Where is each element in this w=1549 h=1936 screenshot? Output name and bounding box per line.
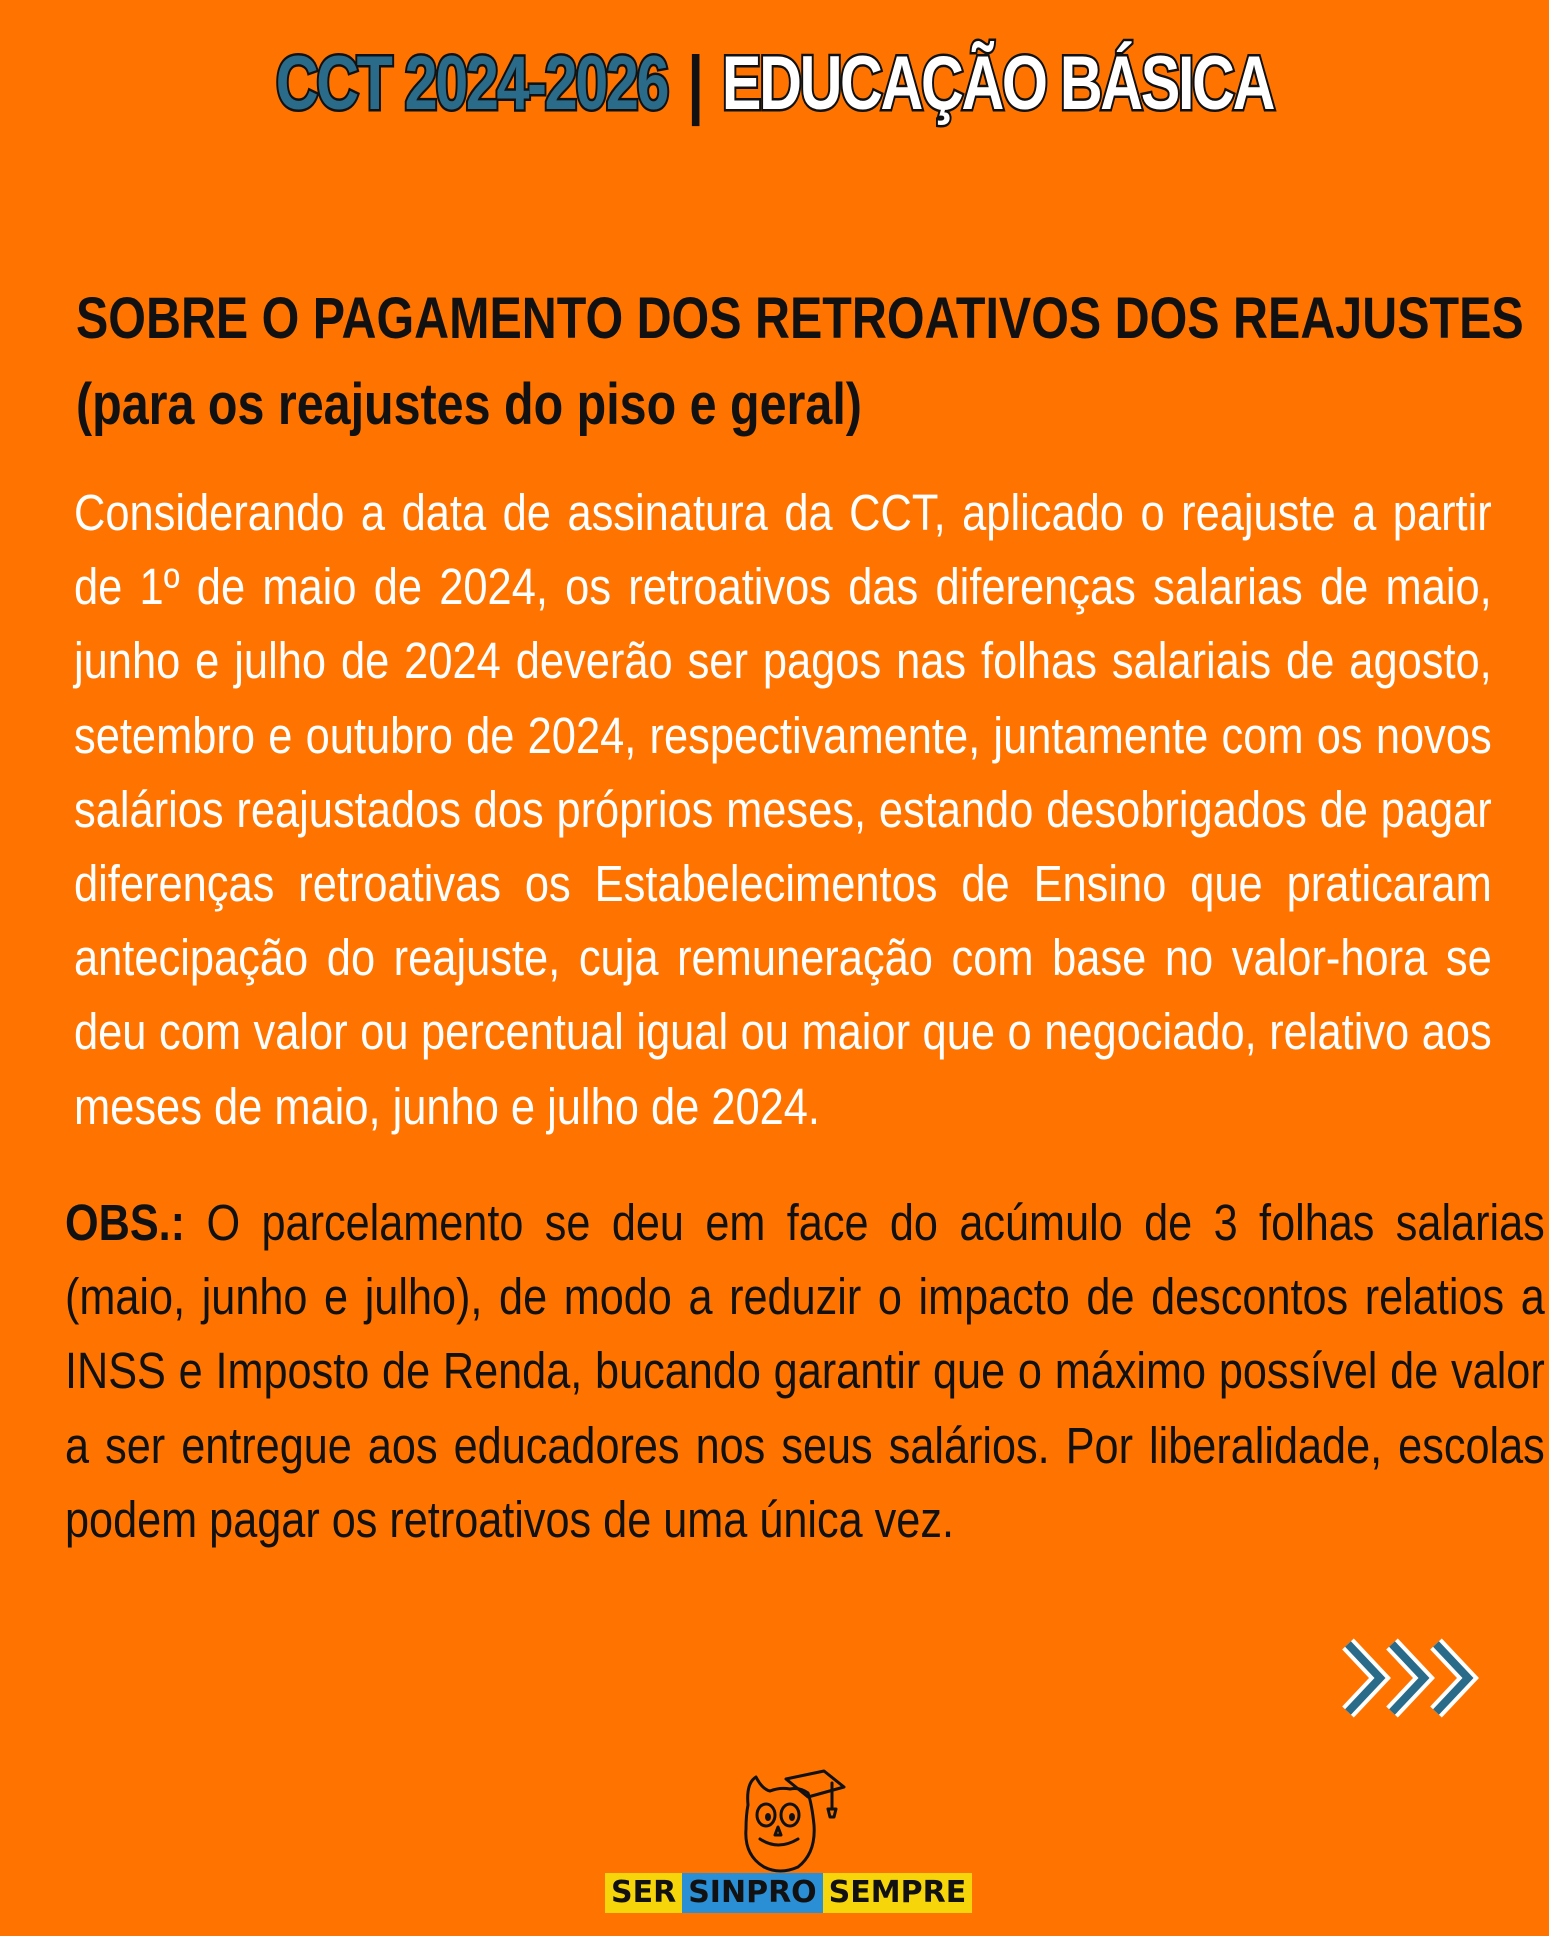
section-title: SOBRE O PAGAMENTO DOS RETROATIVOS DOS REAJUSTES (76, 286, 1524, 351)
logo-wordmark (605, 1873, 972, 1913)
header-title (170, 36, 1378, 132)
triple-chevron-right-icon[interactable] (1342, 1638, 1502, 1718)
section-heading (76, 276, 1524, 448)
obs-paragraph (65, 1186, 1545, 1557)
body-paragraph: Considerando a data de assinatura da CCT, aplicado o reajuste a partir de 1º de maio de 2024, os retroativos das diferenças salarias de maio, junho e julho de 2024 deverão ser pagos nas folhas salariais de agosto, setembro e outubro de 2024, respectivamente, juntamente com os novos salários reajustados dos próprios meses, estando desobrigados de pagar diferenças retroativas os Estabelecimentos de Ensino que praticaram antecipação do reajuste, cuja remuneração com base no valor-hora se deu com valor ou percentual igual ou maior que o negociado, relativo aos meses de maio, junho e julho de 2024. (74, 484, 1492, 1135)
section-subtitle: (para os reajustes do piso e geral) (76, 372, 862, 437)
header-cct-label: CCT 2024-2026 (275, 41, 668, 126)
owl-graduation-cap-icon (728, 1765, 848, 1875)
header-separator: | (687, 41, 702, 126)
sinpro-logo (601, 1765, 967, 1915)
logo-sinpro: SINPRO (682, 1873, 822, 1913)
logo-sempre: SEMPRE (823, 1873, 973, 1913)
logo-ser: SER (605, 1873, 682, 1913)
obs-label: OBS.: (65, 1194, 186, 1251)
obs-text: O parcelamento se deu em face do acúmulo de 3 folhas salarias (maio, junho e julho), de modo a reduzir o impacto de descontos relatios a INSS e Imposto de Renda, bucando garantir que o máximo possível de valor a ser entregue aos educadores nos seus salários. Por liberalidade, escolas podem pagar os retroativos de uma única vez. (65, 1194, 1545, 1548)
header-topic-label: EDUCAÇÃO BÁSICA (721, 41, 1274, 126)
